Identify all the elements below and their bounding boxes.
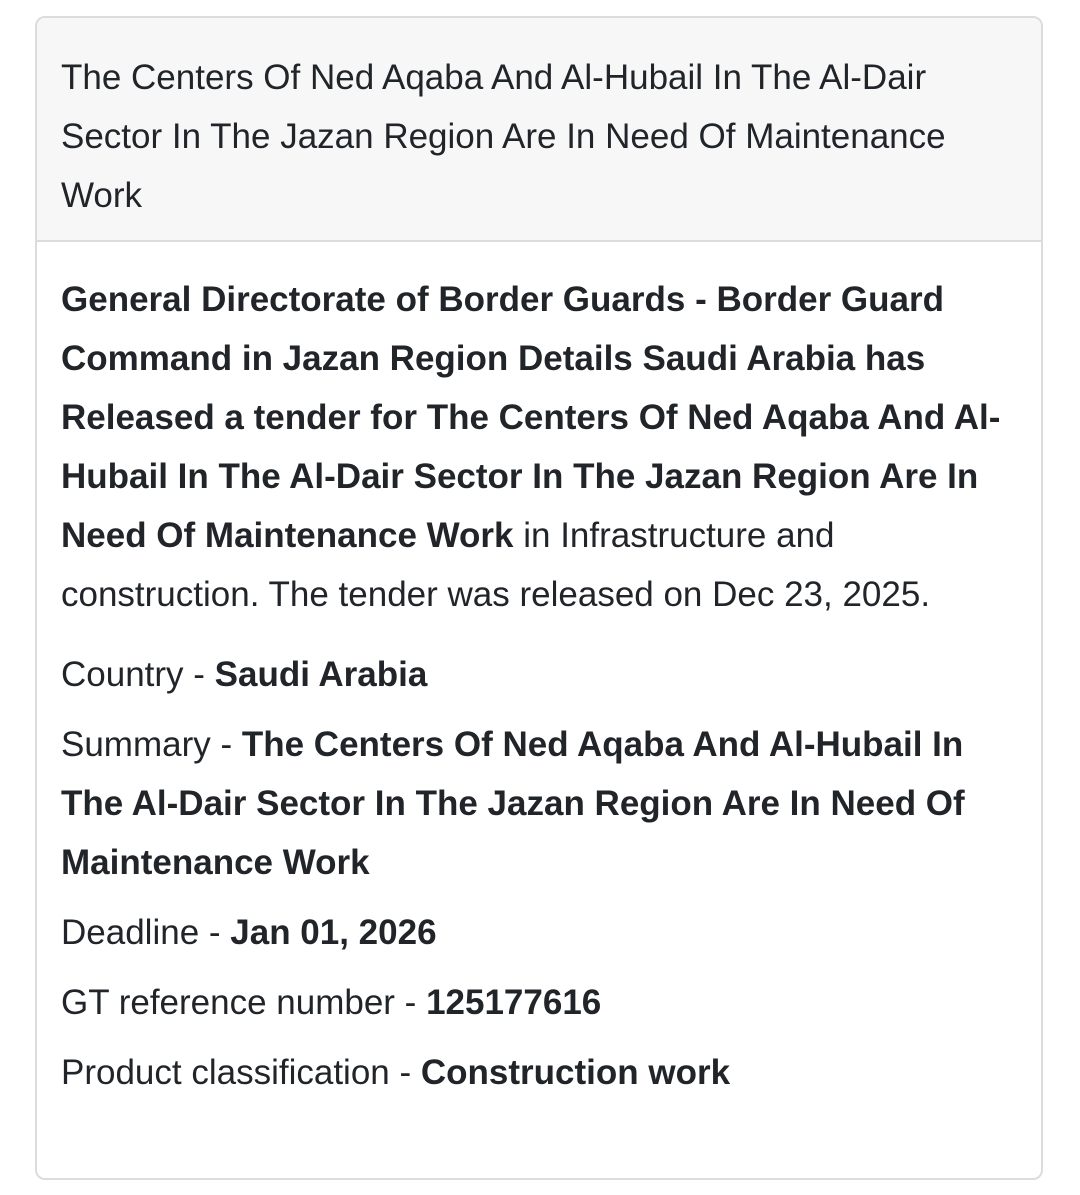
- tender-title-inline: The Centers Of Ned Aqaba And Al-Hubail In The Al-Dair Sector In The Jazan Region Are In Need Of Maintenance Work: [61, 398, 1001, 555]
- reference-value: 125177616: [426, 983, 602, 1022]
- country-label: Country -: [61, 655, 215, 694]
- tender-card: [35, 16, 1043, 1180]
- tender-sector-text: in Infrastructure and construction. The tender was released on Dec 23, 2025.: [61, 516, 931, 614]
- summary-label: Summary -: [61, 725, 242, 764]
- country-value: Saudi Arabia: [214, 655, 428, 694]
- buyer-intro-text: General Directorate of Border Guards - Border Guard Command in Jazan Region Details Saudi Arabia has Released a tender for: [61, 280, 944, 437]
- tender-card-header: [37, 18, 1041, 242]
- reference-field: [61, 973, 1017, 1032]
- tender-header-title: The Centers Of Ned Aqaba And Al-Hubail In The Al-Dair Sector In The Jazan Region Are In Need Of Maintenance Work: [61, 58, 946, 215]
- tender-description: [61, 270, 1017, 624]
- reference-label: GT reference number -: [61, 983, 427, 1022]
- classification-field: [61, 1043, 1017, 1102]
- classification-value: Construction work: [420, 1053, 731, 1092]
- summary-value: The Centers Of Ned Aqaba And Al-Hubail In The Al-Dair Sector In The Jazan Region Are In Need Of Maintenance Work: [61, 725, 965, 882]
- deadline-value: Jan 01, 2026: [230, 913, 437, 952]
- country-field: [61, 645, 1017, 704]
- deadline-field: [61, 903, 1017, 962]
- tender-card-body: [37, 242, 1041, 1102]
- classification-label: Product classification -: [61, 1053, 421, 1092]
- summary-field: [61, 715, 1017, 892]
- deadline-label: Deadline -: [61, 913, 231, 952]
